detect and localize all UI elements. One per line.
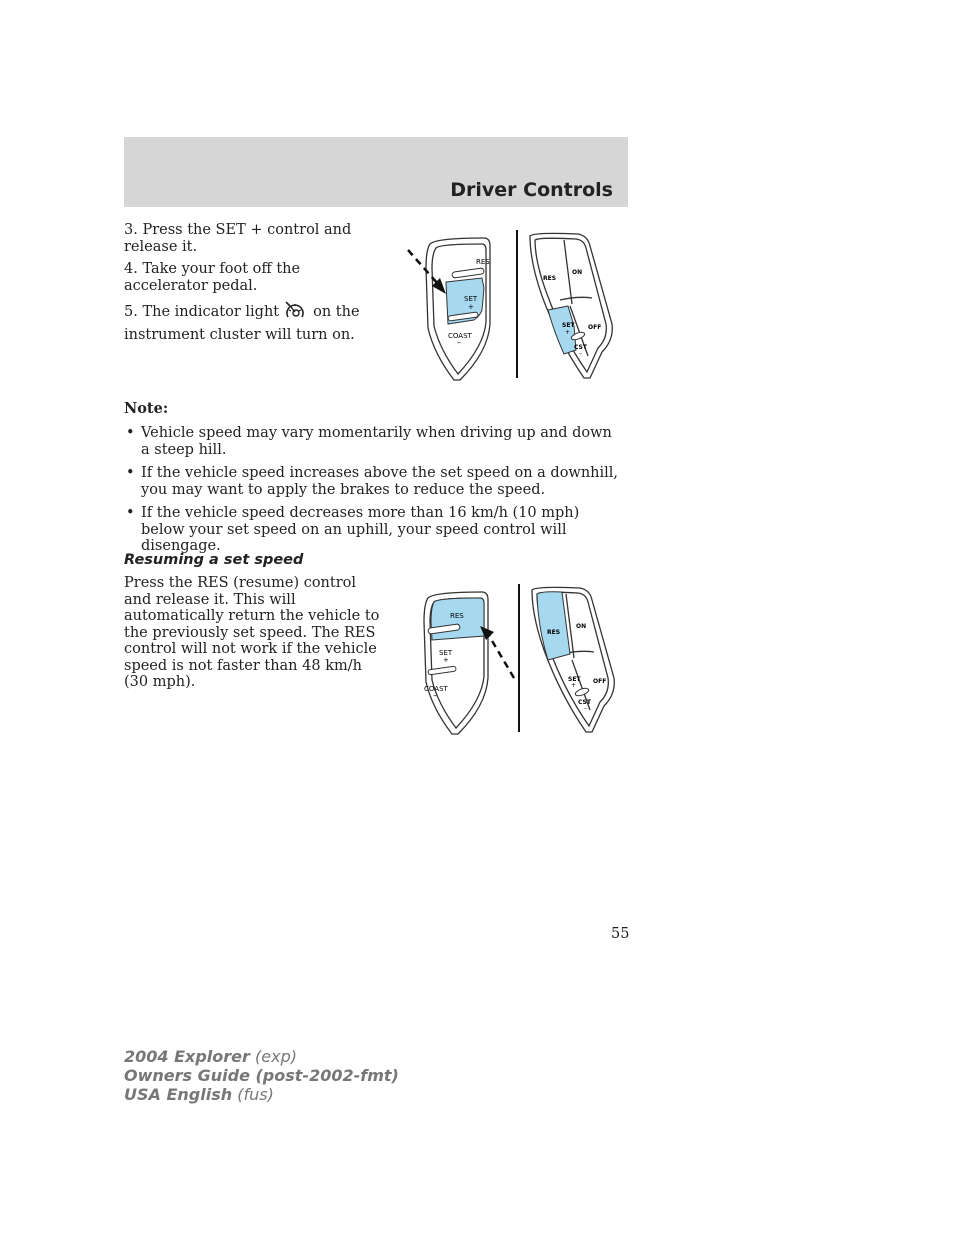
footer-language-code: (fus) [237,1085,274,1104]
footer-model: 2004 Explorer [124,1047,250,1066]
footer-line-2 [124,1066,399,1085]
res-label-2: RES [450,612,464,620]
bullet-dot: • [126,505,135,521]
cst-minus-label: – [579,350,582,357]
on-label-2: ON [576,623,587,630]
coast-minus-label-2: – [433,691,437,700]
figure-set-control [398,228,620,386]
set-label-right-2: SET [568,676,581,683]
resume-heading: Resuming a set speed [124,552,304,568]
set-label-right: SET [562,322,575,329]
set-plus-label-right-2: + [571,682,577,689]
coast-minus-label: – [457,338,461,347]
document-footer [124,1047,399,1104]
off-label: OFF [588,324,602,331]
set-plus-label-2: + [443,656,449,664]
list-item [124,505,624,555]
note-bullet-list [124,425,624,562]
res-label-right-2: RES [547,629,561,636]
set-plus-label-right: + [565,329,571,336]
footer-guide: Owners Guide (post-2002-fmt) [124,1066,399,1085]
set-label-2: SET [439,649,453,657]
resume-paragraph: Press the RES (resume) control and release it. This will automatically return the vehicle to the previously set speed. The RES control will not work if the vehicle speed is not faster than 48 km/h (30 mph). [124,575,380,690]
note-label: Note: [124,400,169,417]
list-item [124,425,624,458]
coast-label-2: COAST [424,685,448,693]
off-label-2: OFF [593,678,607,685]
cst-minus-label-2: – [584,705,587,712]
coast-label: COAST [448,332,472,340]
footer-line-1 [124,1047,399,1066]
page-number: 55 [611,926,630,942]
cst-label-2: CST [578,699,591,706]
res-button-highlight-right [537,592,570,660]
speedometer-icon [283,300,307,327]
footer-language: USA English [124,1085,233,1104]
bullet-text: Vehicle speed may vary momentarily when driving up and down a steep hill. [141,425,612,458]
bullet-text: If the vehicle speed increases above the set speed on a downhill, you may want to apply the brakes to reduce the speed. [141,465,619,498]
steps-list [124,222,384,349]
bullet-dot: • [126,425,135,441]
section-title: Driver Controls [450,179,613,201]
res-label-right: RES [543,275,557,282]
cst-label: CST [574,344,587,351]
step-5-text-before: 5. The indicator light [124,304,280,320]
step-4: 4. Take your foot off the accelerator pedal. [124,261,301,294]
bullet-dot: • [126,465,135,481]
step-5-text-after: on the instrument cluster will turn on. [124,304,360,343]
figure-res-control [398,582,620,740]
bullet-text: If the vehicle speed decreases more than 16 km/h (10 mph) below your set speed on an uphill, your speed control will disengage. [141,505,580,554]
set-button-highlight-right [548,306,576,354]
section-header-band [124,137,628,207]
list-item [124,465,624,498]
set-label: SET [464,295,478,303]
footer-line-3 [124,1085,399,1104]
res-label: RES [476,258,490,266]
on-label: ON [572,269,583,276]
set-plus-label: + [468,303,474,311]
footer-model-code: (exp) [255,1047,297,1066]
step-5 [124,300,384,343]
step-3: 3. Press the SET + control and release it. [124,222,352,255]
